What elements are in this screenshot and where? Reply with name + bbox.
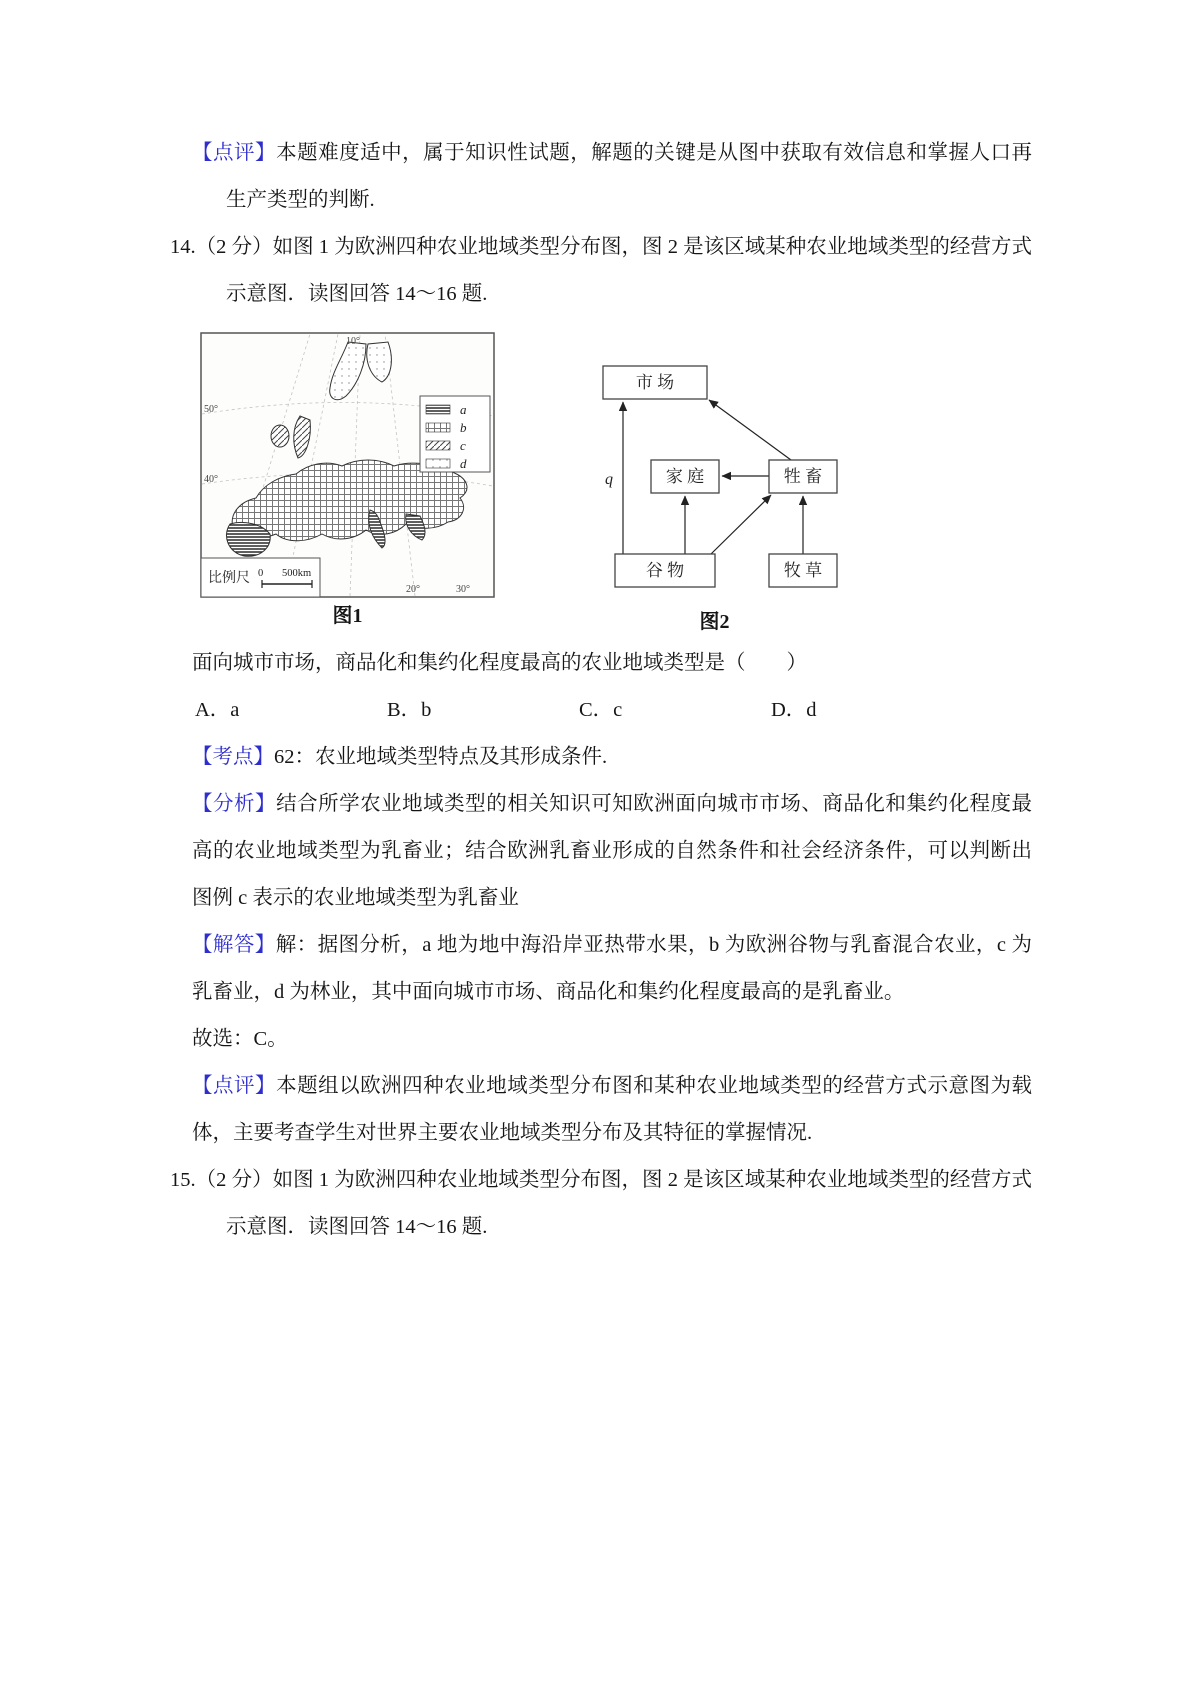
comment-label: 【点评】 bbox=[192, 142, 277, 164]
dianping-label: 【点评】 bbox=[192, 1075, 277, 1097]
fenxi-text: 结合所学农业地域类型的相关知识可知欧洲面向城市市场、商品化和集约化程度最高的农业地域类型为乳畜业；结合欧洲乳畜业形成的自然条件和社会经济条件，可以判断出图例 c 表示的农业地域类型为乳畜业 bbox=[192, 793, 1033, 909]
tick-30: 30° bbox=[456, 584, 470, 595]
livestock-label: 牲 畜 bbox=[783, 467, 823, 486]
options-row bbox=[170, 687, 1032, 734]
legend-letter-c: c bbox=[460, 438, 466, 453]
legend-swatch-c bbox=[426, 441, 450, 450]
prev-comment-paragraph bbox=[170, 130, 1032, 224]
dianping-paragraph bbox=[170, 1063, 1032, 1157]
q-flow-label: q bbox=[605, 471, 613, 488]
jieda-label: 【解答】 bbox=[192, 934, 276, 956]
answer-choice-line: 故选：C。 bbox=[192, 1028, 288, 1050]
option-a: A．a bbox=[195, 699, 240, 721]
kaodian-paragraph bbox=[170, 734, 1032, 781]
flow-diagram-svg bbox=[577, 354, 852, 604]
arrow-grain-to-livestock bbox=[711, 495, 771, 554]
map-region-ireland bbox=[271, 425, 289, 447]
scale-label: 比例尺 bbox=[208, 571, 250, 586]
legend-letter-d: d bbox=[460, 456, 467, 471]
map-legend bbox=[420, 396, 490, 472]
figure-1-caption: 图1 bbox=[332, 605, 363, 627]
map-scale bbox=[201, 558, 320, 597]
option-c: C．c bbox=[579, 699, 623, 721]
option-d: D．d bbox=[771, 699, 817, 721]
legend-letter-a: a bbox=[460, 402, 467, 417]
kaodian-label: 【考点】 bbox=[192, 746, 274, 768]
kaodian-text: 62：农业地域类型特点及其形成条件. bbox=[274, 746, 608, 768]
europe-map-svg bbox=[200, 332, 495, 598]
jieda-text: 解：据图分析，a 地为地中海沿岸亚热带水果，b 为欧洲谷物与乳畜混合农业，c 为乳畜业，d 为林业，其中面向城市市场、商品化和集约化程度最高的是乳畜业。 bbox=[192, 934, 1032, 1003]
question-stem: 面向城市市场，商品化和集约化程度最高的农业地域类型是（ ） bbox=[192, 652, 807, 674]
scale-zero: 0 bbox=[258, 568, 264, 579]
family-label: 家 庭 bbox=[665, 467, 705, 486]
figure-2-caption: 图2 bbox=[699, 611, 730, 633]
market-label: 市 场 bbox=[635, 373, 675, 392]
option-b: B．b bbox=[387, 699, 432, 721]
question-15-text: 15.（2 分）如图 1 为欧洲四种农业地域类型分布图，图 2 是该区域某种农业地域类型的经营方式示意图．读图回答 14～16 题. bbox=[170, 1169, 1032, 1238]
scale-distance: 500km bbox=[282, 568, 312, 579]
legend-letter-b: b bbox=[460, 420, 467, 435]
fenxi-paragraph bbox=[170, 781, 1032, 922]
comment-text: 本题难度适中，属于知识性试题，解题的关键是从图中获取有效信息和掌握人口再生产类型的判断. bbox=[226, 142, 1033, 211]
question-14-text: 14.（2 分）如图 1 为欧洲四种农业地域类型分布图，图 2 是该区域某种农业地域类型的经营方式示意图．读图回答 14～16 题. bbox=[170, 236, 1032, 305]
fenxi-label: 【分析】 bbox=[192, 793, 277, 815]
tick-40: 40° bbox=[204, 474, 218, 485]
dianping-text: 本题组以欧洲四种农业地域类型分布图和某种农业地域类型的经营方式示意图为载体，主要考查学生对世界主要农业地域类型分布及其特征的掌握情况. bbox=[192, 1075, 1033, 1144]
grain-label: 谷 物 bbox=[645, 561, 685, 580]
tick-20: 20° bbox=[406, 584, 420, 595]
jieda-paragraph bbox=[170, 922, 1032, 1016]
tick-50: 50° bbox=[204, 404, 218, 415]
arrow-livestock-to-market bbox=[709, 400, 791, 460]
pasture-label: 牧 草 bbox=[783, 561, 823, 580]
legend-swatch-a bbox=[426, 405, 450, 414]
figures-row bbox=[200, 332, 1032, 632]
figure-2-diagram bbox=[577, 354, 852, 632]
legend-swatch-b bbox=[426, 423, 450, 432]
figure-1-map bbox=[200, 332, 495, 626]
tick-10: 10° bbox=[346, 336, 360, 347]
legend-swatch-d bbox=[426, 459, 450, 468]
